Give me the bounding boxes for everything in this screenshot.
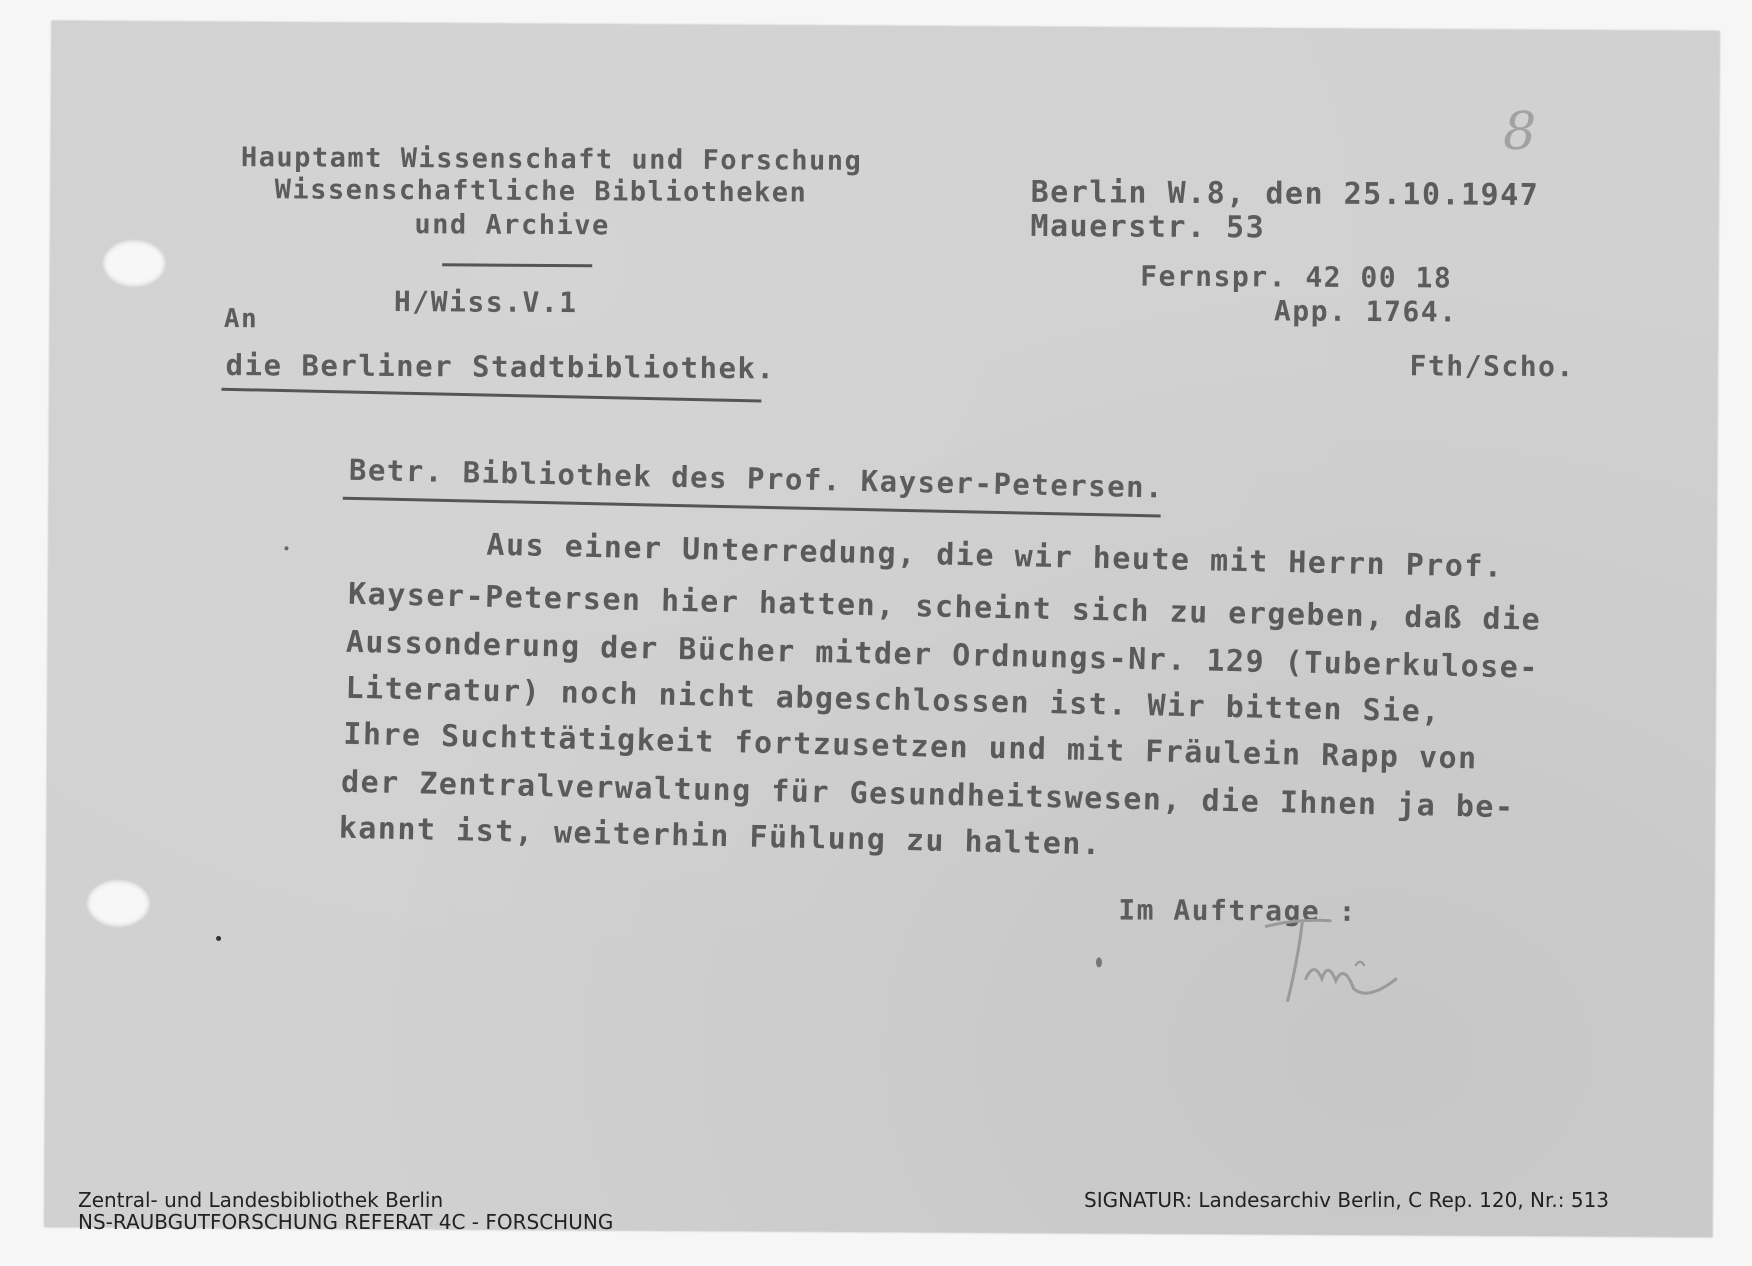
street-address: Mauerstr. 53 [1030, 208, 1266, 246]
body-line-3: Aussonderung der Bücher mitder Ordnungs-Nr. 129 (Tuberkulose- [345, 624, 1540, 686]
footer-department: NS-RAUBGUTFORSCHUNG REFERAT 4C - FORSCHUNG [78, 1210, 614, 1234]
paper-speck [1096, 957, 1102, 967]
body-line-6: der Zentralverwaltung für Gesundheitswesen, die Ihnen ja be- [340, 764, 1515, 826]
recipient-salutation: An [223, 303, 259, 335]
letter-page [44, 21, 1719, 1237]
reference-code: H/Wiss.V.1 [393, 285, 578, 320]
footer-signature-reference: SIGNATUR: Landesarchiv Berlin, C Rep. 120, Nr.: 513 [1084, 1188, 1610, 1212]
typist-initials: Fth/Scho. [1409, 349, 1575, 384]
body-line-1: Aus einer Unterredung, die wir heute mit Herrn Prof. [486, 527, 1504, 585]
body-line-4: Literatur) noch nicht abgeschlossen ist. Wir bitten Sie, [345, 670, 1442, 730]
phone-extension: App. 1764. [1273, 294, 1458, 329]
body-line-2: Kayser-Petersen hier hatten, scheint sich zu ergeben, daß die [347, 576, 1542, 638]
body-line-5: Ihre Suchttätigkeit fortzusetzen und mit Fräulein Rapp von [342, 716, 1479, 777]
place-date: Berlin W.8, den 25.10.1947 [1030, 174, 1540, 214]
body-line-7: kannt ist, weiterhin Fühlung zu halten. [338, 810, 1102, 863]
letterhead-line2: Wissenschaftliche Bibliotheken [274, 174, 808, 209]
punch-hole-top [102, 239, 166, 287]
handwritten-signature [1256, 908, 1447, 1019]
recipient-name: die Berliner Stadtbibliothek. [225, 347, 776, 386]
closing-phrase: Im Auftrage : [1118, 893, 1358, 928]
archive-folio-mark: 8 [1502, 101, 1537, 162]
paper-speck [216, 936, 221, 941]
subject-line: Betr. Bibliothek des Prof. Kayser-Petersen. [348, 452, 1165, 505]
letterhead-line3: und Archive [414, 209, 610, 242]
phone-number: Fernspr. 42 00 18 [1140, 259, 1453, 295]
punch-hole-bottom [86, 879, 150, 927]
letterhead-line1: Hauptamt Wissenschaft und Forschung [240, 142, 863, 177]
footer-institution: Zentral- und Landesbibliothek Berlin [78, 1188, 444, 1212]
paper-speck [284, 546, 288, 550]
recipient-underline [221, 388, 761, 403]
letterhead-rule [442, 263, 592, 267]
